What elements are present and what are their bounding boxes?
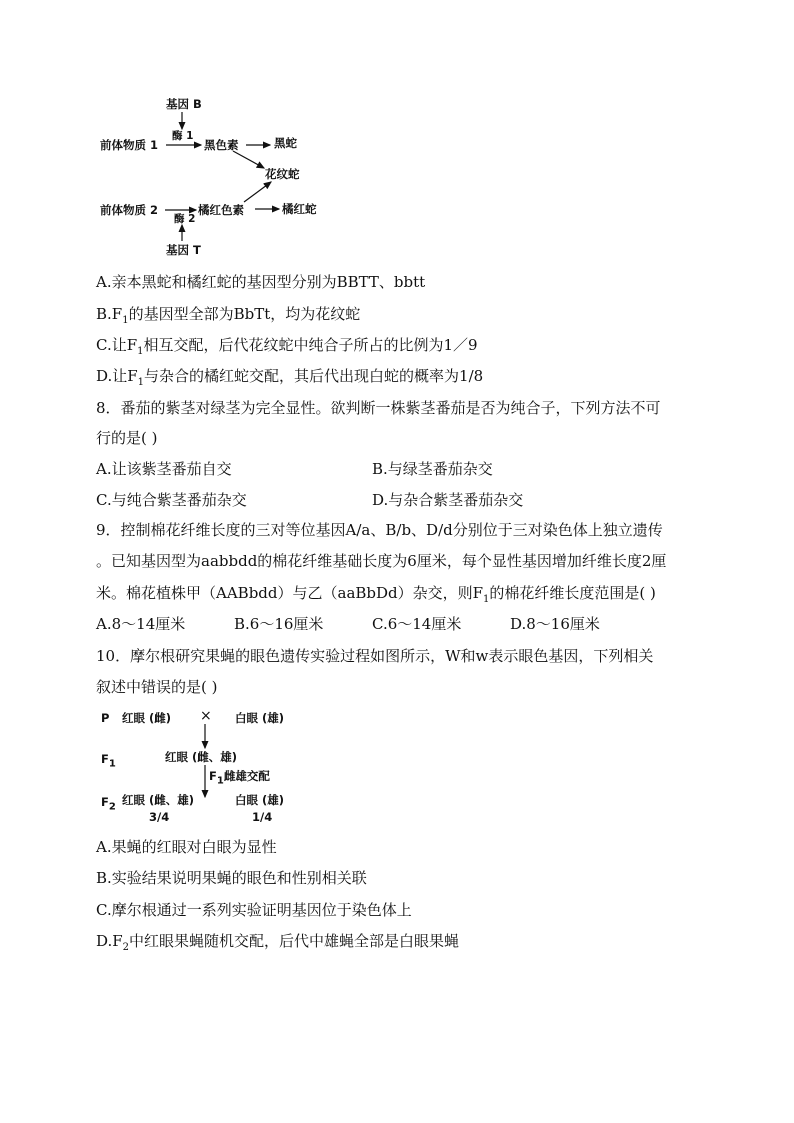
- pattern-snake-label: 花纹蛇: [265, 167, 300, 181]
- q10-option-b: B.实验结果说明果蝇的眼色和性别相关联: [96, 869, 367, 887]
- f1-mating-label: $F_1$雌雄交配: [209, 769, 270, 787]
- q8-option-a: A.让该紫茎番茄自交: [96, 460, 232, 478]
- f2-red-ratio: 3/4: [149, 810, 170, 824]
- orange-snake-label: 橘红蛇: [282, 202, 317, 216]
- f2-white-label: 白眼 (雄): [235, 793, 285, 807]
- q9-stem-line3: 米。棉花植株甲（AABbdd）与乙（aaBbDd）杂交，则$F_1$的棉花纤维长度范围是( ): [96, 584, 656, 605]
- black-snake-label: 黑蛇: [274, 136, 297, 150]
- p-red-female-label: 红眼 (雌): [122, 711, 172, 725]
- q8-stem-line2: 行的是( ): [96, 429, 158, 447]
- q7-option-b: $B.F_1$的基因型全部为BbTt，均为花纹蛇: [96, 305, 361, 326]
- q9-stem-line1: 9．控制棉花纤维长度的三对等位基因A/a、B/b、D/d分别位于三对染色体上独立遗传: [96, 521, 663, 539]
- orange-pigment-label: 橘红色素: [198, 203, 244, 217]
- q8-option-d: D.与杂合紫茎番茄杂交: [372, 491, 524, 509]
- enzyme1-label: 酶 1: [172, 130, 194, 142]
- f2-red-label: 红眼 (雌、雄): [122, 793, 195, 807]
- q8-option-b: B.与绿茎番茄杂交: [372, 460, 493, 478]
- q10-stem-line2: 叙述中错误的是( ): [96, 678, 218, 696]
- q8-stem-line1: 8．番茄的紫茎对绿茎为完全显性。欲判断一株紫茎番茄是否为纯合子，下列方法不可: [96, 399, 661, 417]
- orange-to-pattern-arrow: [244, 182, 271, 202]
- q7-option-c: C.让$F_1$相互交配，后代花纹蛇中纯合子所占的比例为1／9: [96, 336, 478, 357]
- f2-white-ratio: 1/4: [252, 810, 273, 824]
- gene-b-label: 基因 B: [166, 97, 202, 111]
- f1-red-label: 红眼 (雌、雄): [165, 750, 238, 764]
- precursor2-label: 前体物质 2: [100, 203, 159, 217]
- black-to-pattern-arrow: [233, 151, 264, 168]
- q8-option-c: C.与纯合紫茎番茄杂交: [96, 491, 247, 509]
- q9-option-d: D.8～16厘米: [510, 615, 600, 633]
- f2-generation-label: $F_2$: [101, 795, 116, 813]
- p-generation-label: P: [101, 711, 110, 725]
- q10-option-c: C.摩尔根通过一系列实验证明基因位于染色体上: [96, 901, 412, 919]
- black-pigment-label: 黑色素: [204, 138, 239, 152]
- gene-t-label: 基因 T: [166, 243, 201, 257]
- q9-option-c: C.6～14厘米: [372, 615, 462, 633]
- q9-option-a: A.8～14厘米: [96, 615, 186, 633]
- precursor1-label: 前体物质 1: [100, 138, 159, 152]
- enzyme2-label: 酶 2: [174, 213, 196, 225]
- q10-option-d: $D.F_2$中红眼果蝇随机交配，后代中雄蝇全部是白眼果蝇: [96, 932, 460, 953]
- q9-option-b: B.6～16厘米: [234, 615, 324, 633]
- q9-stem-line2: 。已知基因型为aabbdd的棉花纤维基础长度为6厘米，每个显性基因增加纤维长度2厘: [96, 552, 667, 570]
- p-white-male-label: 白眼 (雄): [235, 711, 285, 725]
- q7-option-d: D.让$F_1$与杂合的橘红蛇交配，其后代出现白蛇的概率为1/8: [96, 367, 484, 388]
- cross-symbol: ×: [200, 708, 212, 724]
- q10-stem-line1: 10．摩尔根研究果蝇的眼色遗传实验过程如图所示，W和w表示眼色基因，下列相关: [96, 647, 654, 665]
- q7-option-a: A.亲本黑蛇和橘红蛇的基因型分别为BBTT、bbtt: [96, 273, 426, 291]
- q10-option-a: A.果蝇的红眼对白眼为显性: [96, 838, 277, 856]
- f1-generation-label: $F_1$: [101, 752, 116, 770]
